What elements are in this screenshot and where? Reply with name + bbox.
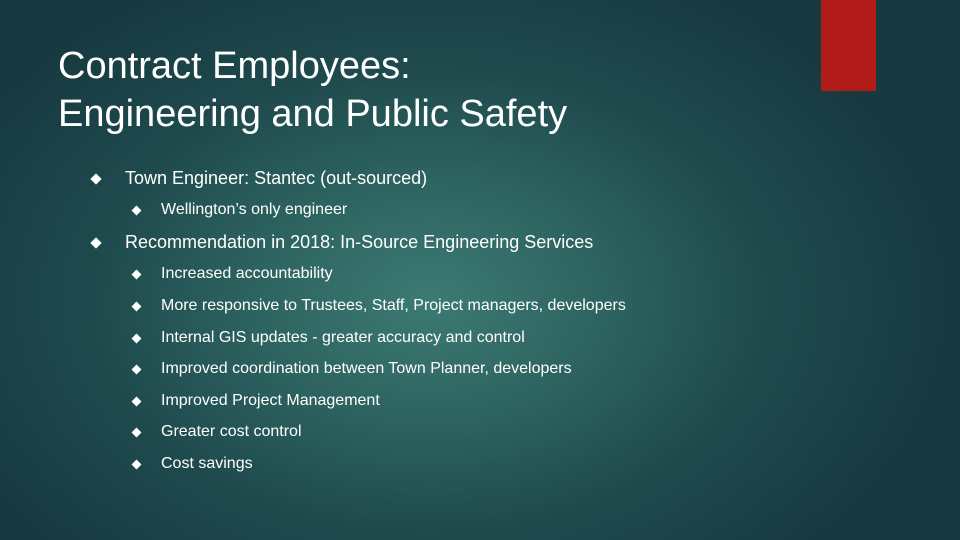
diamond-bullet-icon (132, 269, 142, 279)
bullet-text: Internal GIS updates - greater accuracy and control (161, 329, 525, 346)
diamond-bullet-icon (132, 205, 142, 215)
title-line-1: Contract Employees: (58, 45, 411, 87)
bullet-text: Increased accountability (161, 265, 333, 282)
diamond-bullet-icon (132, 427, 142, 437)
diamond-bullet-icon (132, 301, 142, 311)
diamond-bullet-icon (90, 237, 101, 248)
sub-bullet-item (133, 329, 525, 347)
bullet-text: Recommendation in 2018: In-Source Engineering Services (125, 232, 594, 252)
bullet-item (92, 232, 593, 253)
title-line-2: Engineering and Public Safety (58, 93, 568, 135)
accent-bar (821, 0, 876, 91)
bullet-item (92, 168, 427, 189)
bullet-text: Wellington’s only engineer (161, 201, 348, 218)
sub-bullet-item (133, 297, 626, 315)
bullet-text: Improved coordination between Town Planner, developers (161, 360, 572, 377)
diamond-bullet-icon (132, 364, 142, 374)
sub-bullet-item (133, 392, 380, 410)
diamond-bullet-icon (90, 173, 101, 184)
bullet-text: Improved Project Management (161, 392, 380, 409)
sub-bullet-item (133, 360, 572, 378)
bullet-text: Cost savings (161, 455, 253, 472)
diamond-bullet-icon (132, 396, 142, 406)
bullet-text: Town Engineer: Stantec (out-sourced) (125, 168, 428, 188)
bullet-text: More responsive to Trustees, Staff, Project managers, developers (161, 297, 626, 314)
diamond-bullet-icon (132, 459, 142, 469)
diamond-bullet-icon (132, 333, 142, 343)
bullet-text: Greater cost control (161, 423, 302, 440)
sub-bullet-item (133, 201, 347, 219)
sub-bullet-item (133, 455, 253, 473)
slide-title (58, 42, 798, 138)
sub-bullet-item (133, 423, 302, 441)
sub-bullet-item (133, 265, 333, 283)
